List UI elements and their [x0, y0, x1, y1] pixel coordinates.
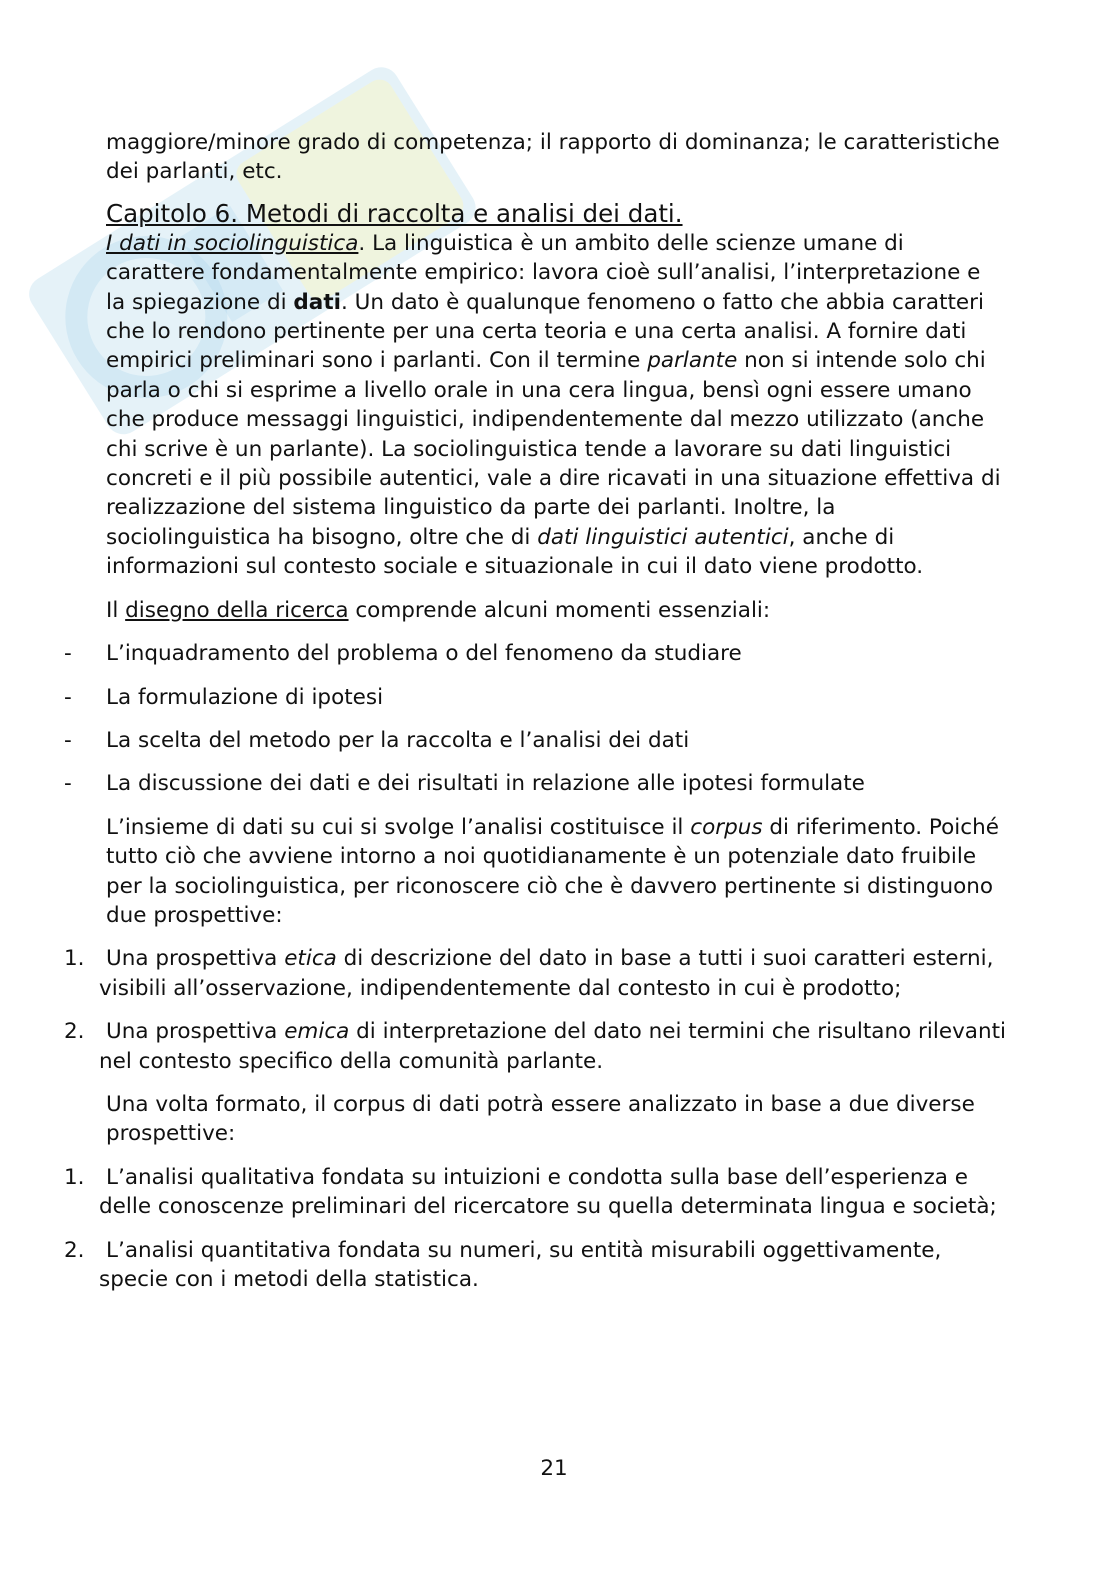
bullet-mark: - — [64, 641, 72, 667]
list-item: - L’inquadramento del problema o del fenomeno da studiare — [106, 639, 1006, 668]
number-mark: 1. — [64, 946, 85, 972]
paragraph-corpus: L’insieme di dati su cui si svolge l’analisi costituisce il corpus di riferimento. Poiché tutto ciò che avviene intorno a noi quotidianamente è un potenziale dato fruibile per la sociolinguistica, per riconoscere ciò che è davvero pertinente si distinguono due prospettive: — [106, 814, 999, 928]
list-item: - La scelta del metodo per la raccolta e l’analisi dei dati — [106, 726, 1006, 755]
bullet-mark: - — [64, 727, 72, 753]
term-corpus: corpus — [690, 814, 763, 840]
bullet-mark: - — [64, 771, 72, 797]
term-etica: etica — [284, 946, 337, 972]
chapter-heading: Capitolo 6. Metodi di raccolta e analisi dei dati. — [106, 198, 683, 228]
number-mark: 1. — [64, 1164, 85, 1190]
bullet-mark: - — [64, 684, 72, 710]
term-disegno-della-ricerca: disegno della ricerca — [125, 597, 349, 623]
document-body — [64, 128, 1007, 1294]
numbered-item: 2. Una prospettiva emica di interpretazione del dato nei termini che risultano rilevanti nel contesto specifico della comunità parlante. — [64, 1019, 1007, 1074]
continued-paragraph: maggiore/minore grado di competenza; il rapporto di dominanza; le caratteristiche dei parlanti, etc. — [106, 130, 1000, 185]
number-mark: 2. — [64, 1237, 85, 1263]
page-number: 21 — [540, 1456, 568, 1481]
term-dati: dati — [293, 289, 341, 315]
list-item: - La discussione dei dati e dei risultati in relazione alle ipotesi formulate — [106, 769, 1006, 798]
paragraph-disegno: Il disegno della ricerca comprende alcuni momenti essenziali: — [106, 597, 771, 623]
paragraph-dati: I dati in sociolinguistica. La linguistica è un ambito delle scienze umane di carattere fondamentalmente empirico: lavora cioè sull’analisi, l’interpretazione e la spiegazione di dati. Un dato è qualunque fenomeno o fatto che abbia caratteri che lo rendono pertinente per una certa teoria e una certa analisi. A fornire dati empirici preliminari sono i parlanti. Con il termine parlante non si intende solo chi parla o chi si esprime a livello orale in una cera lingua, bensì ogni essere umano che produce messaggi linguistici, indipendentemente dal mezzo utilizzato (anche chi scrive è un parlante). La sociolinguistica tende a lavorare su dati linguistici concreti e il più possibile autentici, vale a dire ricavati in una situazione effettiva di realizzazione del sistema linguistico da parte dei parlanti. Inoltre, la sociolinguistica ha bisogno, oltre che di dati linguistici autentici, anche di informazioni sul contesto sociale e situazionale in cui il dato viene prodotto. — [106, 230, 1001, 580]
numbered-item: 2. L’analisi quantitativa fondata su numeri, su entità misurabili oggettivamente, specie con i metodi della statistica. — [64, 1237, 942, 1292]
paragraph-corpus-analysis: Una volta formato, il corpus di dati potrà essere analizzato in base a due diverse prospettive: — [106, 1091, 975, 1147]
list-item: - La formulazione di ipotesi — [106, 683, 1006, 712]
number-mark: 2. — [64, 1019, 85, 1045]
numbered-item: 1. Una prospettiva etica di descrizione del dato in base a tutti i suoi caratteri esterni, visibili all’osservazione, indipendentemente dal contesto in cui è prodotto; — [64, 946, 994, 1001]
numbered-item: 1. L’analisi qualitativa fondata su intuizioni e condotta sulla base dell’esperienza e delle conoscenze preliminari del ricercatore su quella determinata lingua e società; — [64, 1164, 997, 1220]
term-dati-autentici: dati linguistici autentici — [537, 524, 789, 550]
term-parlante: parlante — [647, 348, 738, 374]
term-emica: emica — [284, 1019, 350, 1045]
term-dati-in-sociolinguistica: I dati in sociolinguistica — [106, 230, 359, 256]
